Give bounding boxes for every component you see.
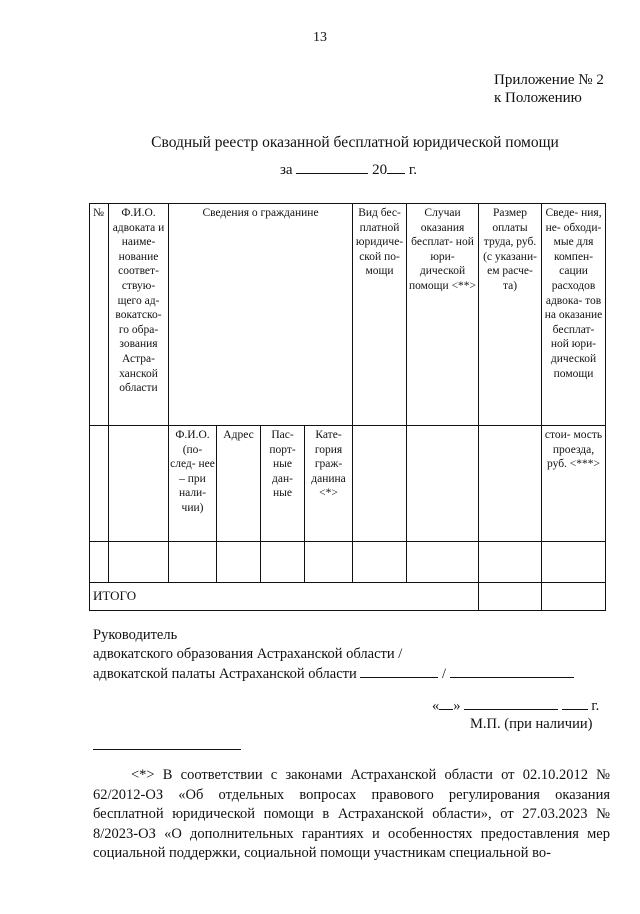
appendix-header bbox=[494, 71, 604, 107]
table-header-row bbox=[90, 204, 606, 426]
table-cell bbox=[542, 542, 606, 583]
total-row bbox=[90, 583, 606, 611]
subheader-address: Адрес bbox=[217, 426, 261, 542]
table-cell bbox=[353, 426, 407, 542]
subheader-category: Кате- гория граж- данина <*> bbox=[305, 426, 353, 542]
year-blank bbox=[562, 696, 588, 710]
footnote-text: <*> В соответствии с законами Астраханской области от 02.10.2012 № 62/2012-ОЗ «Об отдельных вопросах правового регулирования оказания бесплатной юридической помощи в Астраханской области», от 27.03.2023 № 8/2023-ОЗ «О дополнительных гарантиях и особенностях предоставления мер социальной поддержки, социальной помощи участникам специальной во- bbox=[93, 767, 610, 861]
period-prefix: за bbox=[280, 162, 293, 178]
table-cell bbox=[305, 542, 353, 583]
period-year: 20 bbox=[372, 162, 388, 178]
appendix-line-1: Приложение № 2 bbox=[494, 72, 604, 88]
signature-separator: / bbox=[442, 666, 447, 682]
table-cell bbox=[217, 542, 261, 583]
registry-table bbox=[89, 203, 606, 611]
day-blank bbox=[439, 696, 453, 710]
total-compensation-cell bbox=[542, 583, 606, 611]
period-blank bbox=[296, 161, 368, 174]
year-suffix: г. bbox=[591, 698, 600, 714]
signature-block bbox=[93, 626, 574, 684]
header-aid-type: Вид бес- платной юридиче- ской по- мощи bbox=[353, 204, 407, 426]
table-cell bbox=[353, 542, 407, 583]
name-blank bbox=[450, 664, 574, 678]
total-label: ИТОГО bbox=[90, 583, 479, 611]
table-cell bbox=[90, 426, 109, 542]
table-cell bbox=[407, 426, 479, 542]
signature-line-3 bbox=[93, 664, 574, 684]
signature-blank bbox=[360, 664, 438, 678]
signature-org: адвокатской палаты Астраханской области bbox=[93, 666, 357, 682]
subheader-passport: Пас- порт- ные дан- ные bbox=[261, 426, 305, 542]
appendix-line-2: к Положению bbox=[494, 90, 582, 106]
table-cell bbox=[479, 542, 542, 583]
subheader-travel-cost: стои- мость проезда, руб. <***> bbox=[542, 426, 606, 542]
subheader-citizen-fio: Ф.И.О. (по- след- нее – при нали- чии) bbox=[169, 426, 217, 542]
table-cell bbox=[479, 426, 542, 542]
header-compensation: Сведе- ния, не- обходи- мые для компен- сации расходов адвока- тов на оказание бесплат- ной юри- дической помощи bbox=[542, 204, 606, 426]
table-row bbox=[90, 542, 606, 583]
total-payment-cell bbox=[479, 583, 542, 611]
signature-line-1: Руководитель bbox=[93, 627, 178, 643]
page-number: 13 bbox=[313, 30, 327, 45]
close-quote: » bbox=[453, 698, 461, 714]
document-title: Сводный реестр оказанной бесплатной юридической помощи bbox=[151, 134, 559, 151]
period-suffix: г. bbox=[408, 162, 418, 178]
period-line bbox=[280, 161, 417, 179]
table-cell bbox=[90, 542, 109, 583]
header-cases: Случаи оказания бесплат- ной юри- дической помощи <**> bbox=[407, 204, 479, 426]
header-payment: Размер оплаты труда, руб. (с указани- ем расче- та) bbox=[479, 204, 542, 426]
table-subheader-row bbox=[90, 426, 606, 542]
header-citizen-info: Сведения о гражданине bbox=[169, 204, 353, 426]
year-blank bbox=[387, 161, 405, 174]
header-number: № bbox=[90, 204, 109, 426]
open-quote: « bbox=[432, 698, 440, 714]
month-blank bbox=[464, 696, 558, 710]
table-cell bbox=[109, 426, 169, 542]
table-cell bbox=[109, 542, 169, 583]
date-line bbox=[432, 696, 599, 715]
footnote-divider bbox=[93, 749, 241, 750]
signature-line-2: адвокатского образования Астраханской области / bbox=[93, 646, 403, 662]
table-cell bbox=[407, 542, 479, 583]
table-cell bbox=[261, 542, 305, 583]
stamp-note: М.П. (при наличии) bbox=[470, 716, 593, 732]
table-cell bbox=[169, 542, 217, 583]
header-advocate-fio: Ф.И.О. адвоката и наиме- нование соответ- ствую- щего ад- вокатско- го обра- зования Астра- ханской области bbox=[109, 204, 169, 426]
